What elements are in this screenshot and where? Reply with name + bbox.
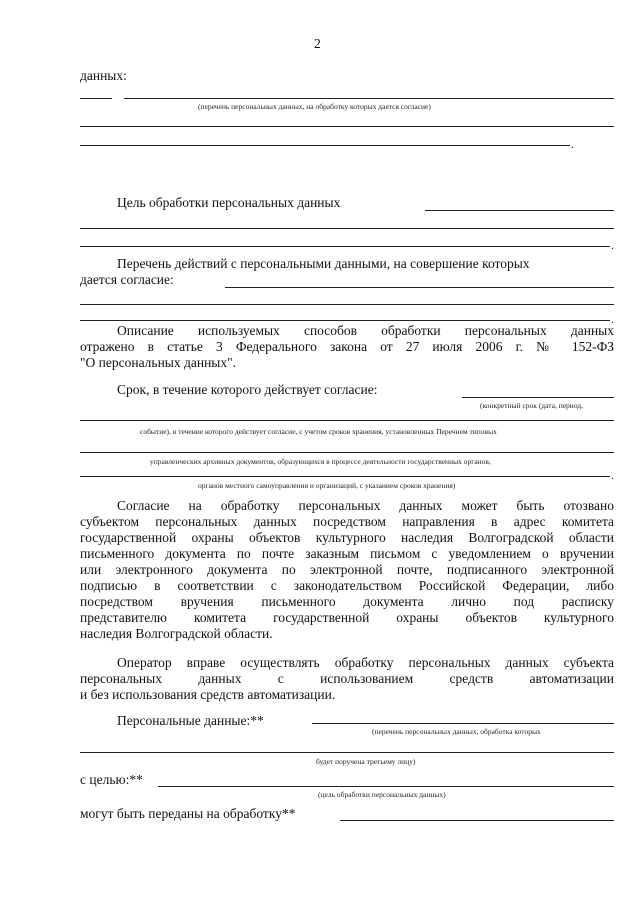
withdraw-line: представителю комитета государственной охраны объектов культурного bbox=[80, 610, 614, 625]
blank-line bbox=[80, 452, 614, 453]
line-end-dot: . bbox=[571, 137, 574, 151]
blank-line bbox=[80, 476, 610, 477]
line-end-dot: . bbox=[611, 312, 614, 326]
purpose-label: Цель обработки персональных данных bbox=[117, 195, 341, 210]
methods-line: "О персональных данных". bbox=[80, 355, 237, 370]
caption-third-1: (перечень персональных данных, обработка которых bbox=[372, 727, 541, 736]
withdraw-line: государственной охраны объектов культурного наследия Волгоградской области bbox=[80, 530, 614, 545]
personal-data-label: Персональные данные:** bbox=[117, 713, 264, 728]
transfer-label: могут быть переданы на обработку** bbox=[80, 806, 296, 821]
blank-line bbox=[80, 145, 570, 146]
blank-line bbox=[158, 786, 614, 787]
blank-line bbox=[80, 98, 112, 99]
page-number: 2 bbox=[314, 36, 321, 51]
blank-line bbox=[340, 820, 614, 821]
operator-line: Оператор вправе осуществлять обработку персональных данных субъекта bbox=[117, 655, 614, 670]
withdraw-line: субъектом персональных данных посредством направления в адрес комитета bbox=[80, 514, 614, 529]
line-end-dot: . bbox=[611, 238, 614, 252]
withdraw-line: Согласие на обработку персональных данных может быть отозвано bbox=[117, 498, 614, 513]
methods-line: Описание используемых способов обработки персональных данных bbox=[117, 323, 614, 338]
caption-term-4: органов местного самоуправления и организаций, с указанием сроков хранения) bbox=[198, 481, 456, 490]
withdraw-line: или электронного документа по электронной почте, подписанного электронной bbox=[80, 562, 614, 577]
methods-paragraph bbox=[80, 323, 614, 387]
withdraw-line: посредством вручения письменного документа лично под расписку bbox=[80, 594, 614, 609]
blank-line bbox=[124, 98, 614, 99]
blank-line bbox=[312, 723, 614, 724]
caption-purpose: (цель обработки персональных данных) bbox=[318, 790, 446, 799]
operator-paragraph bbox=[80, 655, 614, 719]
caption-term-2: событие), в течение которого действует согласие, с учетом сроков хранения, установленных Перечнем типовых bbox=[140, 427, 497, 436]
blank-line bbox=[80, 320, 610, 321]
blank-line bbox=[80, 304, 614, 305]
actions-label-line-2: дается согласие: bbox=[80, 272, 174, 287]
blank-line bbox=[80, 246, 610, 247]
methods-line: отражено в статье 3 Федерального закона от 27 июля 2006 г. № 152-ФЗ bbox=[80, 339, 614, 354]
withdraw-line: письменного документа по почте заказным письмом с уведомлением о вручении bbox=[80, 546, 614, 561]
withdraw-line: подписью в соответствии с законодательством Российской Федерации, либо bbox=[80, 578, 614, 593]
blank-line bbox=[80, 126, 614, 127]
purpose-label-2: с целью:** bbox=[80, 772, 143, 787]
withdraw-line: наследия Волгоградской области. bbox=[80, 626, 273, 641]
line-end-dot: . bbox=[611, 468, 614, 482]
caption-term-1: (конкретный срок (дата, период, bbox=[480, 401, 584, 410]
operator-line: персональных данных с использованием средств автоматизации bbox=[80, 671, 614, 686]
caption-third-2: будет поручена третьему лицу) bbox=[316, 757, 416, 766]
blank-line bbox=[225, 287, 614, 288]
blank-line bbox=[80, 420, 614, 421]
blank-line bbox=[80, 228, 614, 229]
data-heading: данных: bbox=[80, 68, 127, 83]
blank-line bbox=[425, 210, 614, 211]
actions-label-line-1: Перечень действий с персональными данными, на совершение которых bbox=[117, 256, 530, 271]
withdraw-paragraph bbox=[80, 498, 614, 658]
caption-data-list: (перечень персональных данных, на обработку которых дается согласие) bbox=[198, 102, 431, 111]
term-label: Срок, в течение которого действует согласие: bbox=[117, 382, 378, 397]
caption-term-3: управленческих архивных документов, образующихся в процессе деятельности государственных органов, bbox=[150, 457, 491, 466]
blank-line bbox=[462, 397, 614, 398]
operator-line: и без использования средств автоматизации. bbox=[80, 687, 336, 702]
blank-line bbox=[80, 752, 614, 753]
